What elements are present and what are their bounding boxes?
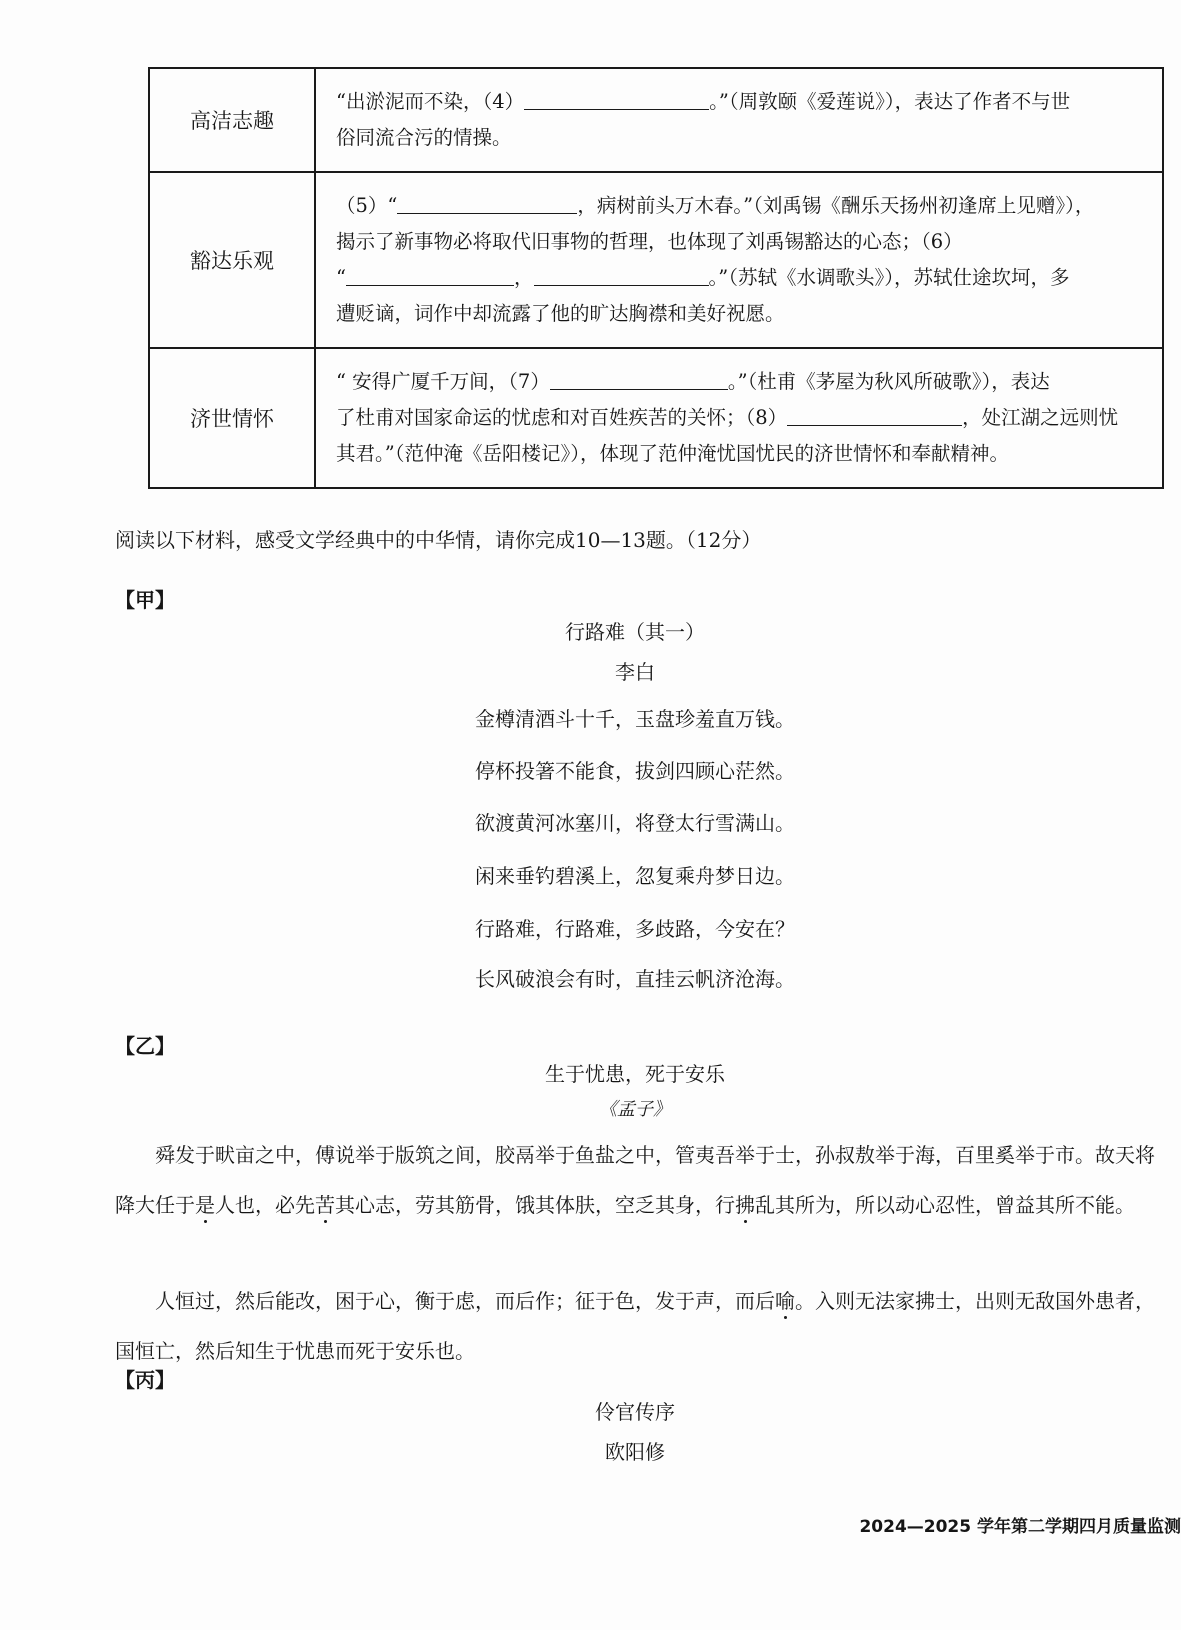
question-text: 了杜甫对国家命运的忧虑和对百姓疾苦的关怀；（8） (336, 406, 788, 429)
answer-blank-5[interactable] (397, 191, 577, 214)
table-row (149, 172, 1163, 348)
poem-line: 欲渡黄河冰塞川，将登太行雪满山。 (475, 811, 795, 835)
poem-author: 李白 (615, 660, 655, 684)
question-text: （5）“ (336, 194, 398, 217)
poem-title: 行路难（其一） (565, 620, 705, 644)
question-text: ， (513, 266, 534, 289)
category-cell: 济世情怀 (149, 348, 315, 488)
poetry-fill-table (148, 67, 1164, 489)
essay-paragraph (115, 1276, 1165, 1376)
section-marker-yi: 【乙】 (115, 1034, 175, 1058)
question-text: “ (336, 266, 346, 289)
question-text: 。”（周敦颐《爱莲说》），表达了作者不与世 (709, 90, 1071, 113)
poem-line: 闲来垂钓碧溪上，忽复乘舟梦日边。 (475, 864, 795, 888)
answer-blank-8[interactable] (787, 403, 962, 426)
paragraph-text: 人恒过，然后能改，困于心，衡于虑，而后作；征于色，发于声，而后 (155, 1289, 775, 1313)
question-text: 。”（苏轼《水调歌头》），苏轼仕途坎坷，多 (708, 266, 1070, 289)
paragraph-text: 人也，必先 (215, 1193, 315, 1217)
essay-author: 欧阳修 (605, 1440, 665, 1464)
question-text: 遭贬谪，词作中却流露了他的旷达胸襟和美好祝愿。 (336, 302, 785, 325)
question-cell (315, 172, 1163, 348)
page-footer: 2024—2025 学年第二学期四月质量监测 (859, 1517, 1181, 1537)
paragraph-text: 。入则无法家拂士，出则无敌国外患者，国恒亡，然后知生于忧患而死于安乐也。 (115, 1289, 1155, 1363)
answer-blank-7[interactable] (550, 367, 728, 390)
essay-title: 生于忧患，死于安乐 (545, 1062, 725, 1086)
poem-line: 停杯投箸不能食，拔剑四顾心茫然。 (475, 759, 795, 783)
emphasized-char: 喻 (775, 1289, 795, 1313)
category-cell: 豁达乐观 (149, 172, 315, 348)
question-text: “出淤泥而不染，（4） (336, 90, 525, 113)
table-row (149, 68, 1163, 172)
paragraph-text: 舜发于畎亩之中，傅说举于版筑之间，胶鬲举于鱼盐之中，管夷吾举于士，孙叔敖举于海，百里奚举于市。故天将降大任于 (115, 1143, 1155, 1217)
question-text: 俗同流合污的情操。 (336, 126, 512, 149)
question-text: ，处江湖之远则忧 (962, 406, 1119, 429)
section-marker-bing: 【丙】 (115, 1368, 175, 1392)
paragraph-text: 乱其所为，所以动心忍性，曾益其所不能。 (755, 1193, 1135, 1217)
question-text: 其君。”（范仲淹《岳阳楼记》），体现了范仲淹忧国忧民的济世情怀和奉献精神。 (336, 442, 1009, 465)
answer-blank-6a[interactable] (346, 263, 514, 286)
question-text: 揭示了新事物必将取代旧事物的哲理，也体现了刘禹锡豁达的心态；（6） (336, 230, 963, 253)
question-text: “ 安得广厦千万间，（7） (336, 370, 550, 393)
answer-blank-6b[interactable] (534, 263, 709, 286)
poem-line: 长风破浪会有时，直挂云帆济沧海。 (475, 967, 795, 991)
emphasized-char: 苦 (315, 1193, 335, 1217)
essay-author: 《孟子》 (599, 1099, 671, 1120)
emphasized-char: 是 (195, 1193, 215, 1217)
category-cell: 高洁志趣 (149, 68, 315, 172)
answer-blank-4[interactable] (524, 87, 709, 110)
section-marker-jia: 【甲】 (115, 588, 175, 612)
question-cell (315, 68, 1163, 172)
poem-line: 金樽清酒斗十千，玉盘珍羞直万钱。 (475, 707, 795, 731)
question-text: 。”（杜甫《茅屋为秋风所破歌》），表达 (727, 370, 1050, 393)
emphasized-char: 拂 (735, 1193, 755, 1217)
essay-paragraph (115, 1130, 1165, 1230)
reading-instruction: 阅读以下材料，感受文学经典中的中华情，请你完成10—13题。（12分） (115, 528, 762, 552)
question-cell (315, 348, 1163, 488)
essay-title: 伶官传序 (595, 1400, 675, 1424)
poem-line: 行路难，行路难，多歧路，今安在？ (475, 917, 795, 941)
table-row (149, 348, 1163, 488)
question-text: ，病树前头万木春。”（刘禹锡《酬乐天扬州初逢席上见赠》）， (577, 194, 1095, 217)
paragraph-text: 其心志，劳其筋骨，饿其体肤，空乏其身，行 (335, 1193, 735, 1217)
